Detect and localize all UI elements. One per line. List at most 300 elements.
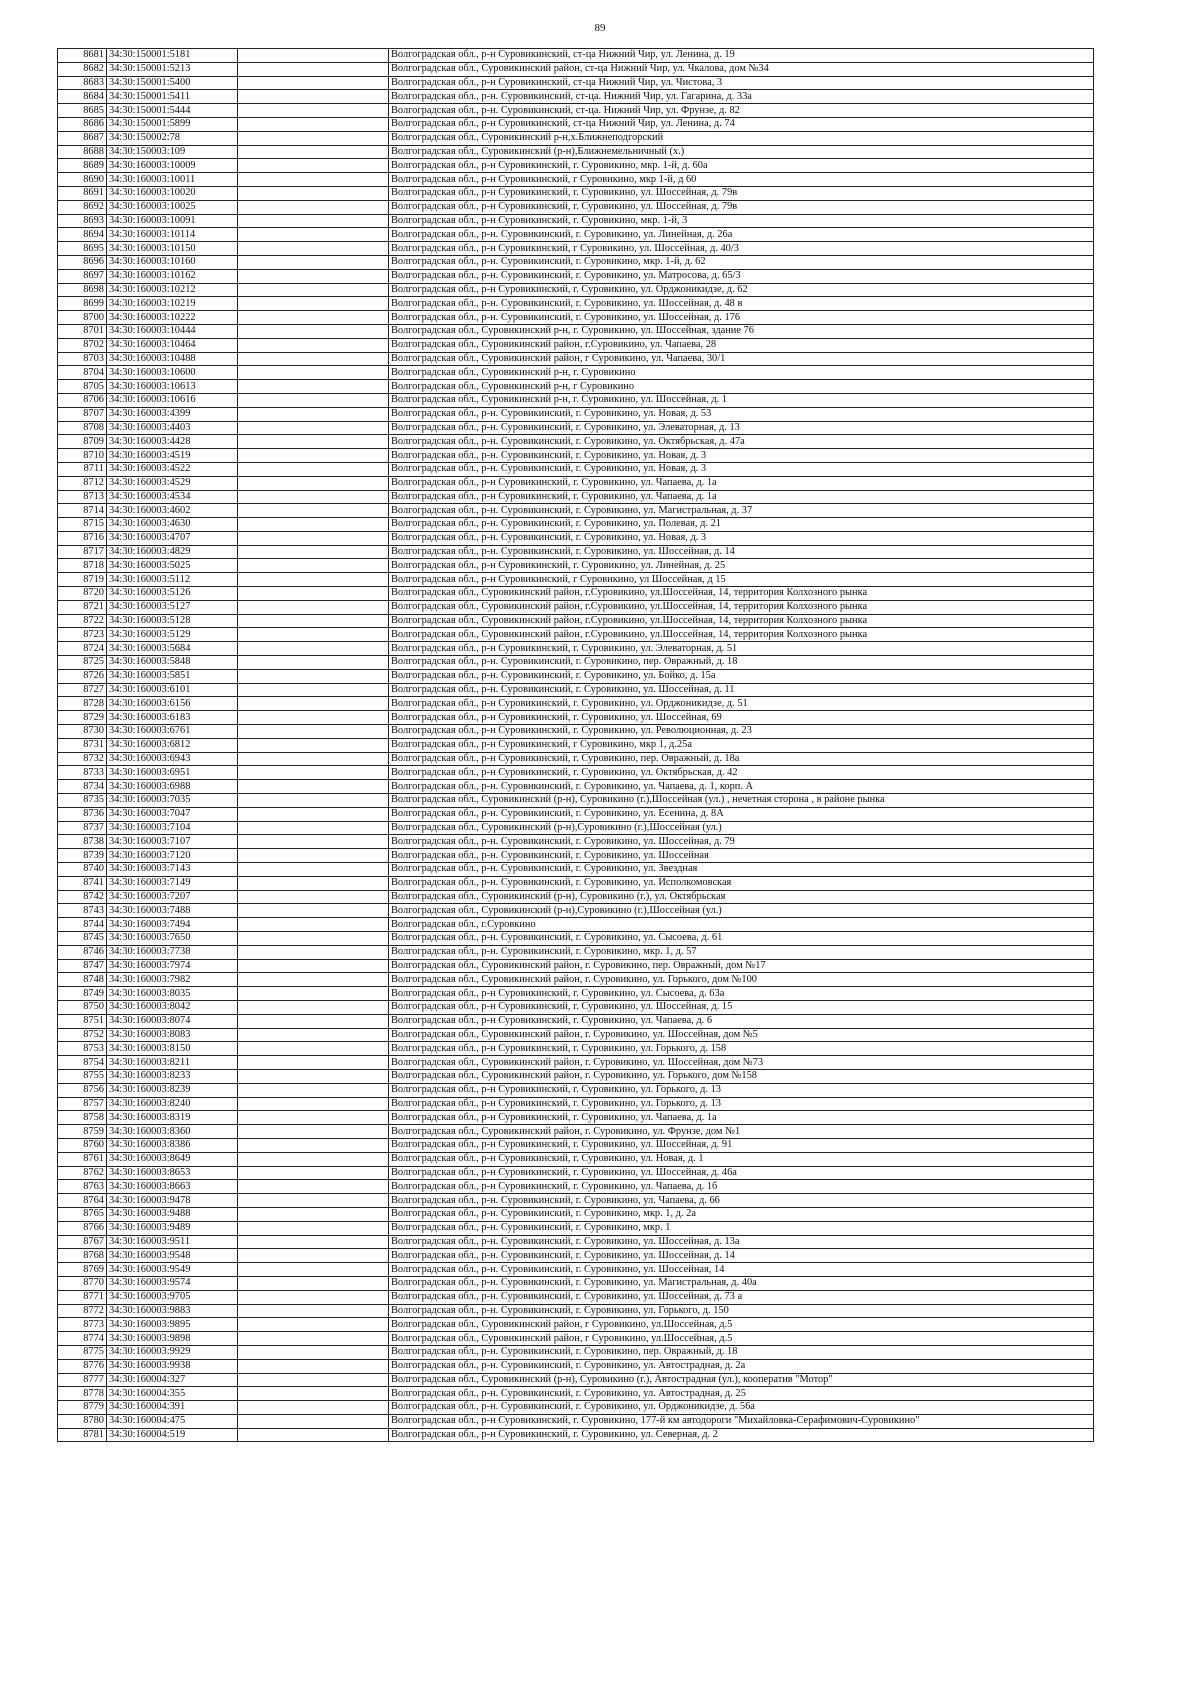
empty-cell — [238, 1263, 389, 1277]
empty-cell — [238, 807, 389, 821]
empty-cell — [238, 1401, 389, 1415]
cadastral-number-cell: 34:30:160003:9898 — [107, 1332, 238, 1346]
empty-cell — [238, 683, 389, 697]
empty-cell — [238, 297, 389, 311]
address-cell: Волгоградская обл., р-н. Суровикинский, ст-ца. Нижний Чир, ул. Фрунзе, д. 82 — [389, 104, 1094, 118]
cadastral-number-cell: 34:30:160003:7120 — [107, 849, 238, 863]
address-cell: Волгоградская обл., р-н Суровикинский, г. Суровикино, ул. Элеваторная, д. 51 — [389, 642, 1094, 656]
address-cell: Волгоградская обл., р-н Суровикинский, г Суровикино, ул. Шоссейная, д. 40/3 — [389, 242, 1094, 256]
empty-cell — [238, 1414, 389, 1428]
table-row — [58, 1414, 1094, 1428]
address-cell: Волгоградская обл., р-н Суровикинский, г. Суровикино, ул. Октябрьская, д. 42 — [389, 766, 1094, 780]
row-number-cell: 8737 — [58, 821, 107, 835]
cadastral-number-cell: 34:30:160003:7650 — [107, 932, 238, 946]
row-number-cell: 8778 — [58, 1387, 107, 1401]
empty-cell — [238, 1152, 389, 1166]
table-row — [58, 945, 1094, 959]
row-number-cell: 8749 — [58, 987, 107, 1001]
page-number: 89 — [594, 22, 606, 34]
empty-cell — [238, 62, 389, 76]
table-row — [58, 1207, 1094, 1221]
address-cell: Волгоградская обл., р-н. Суровикинский, г. Суровикино, мкр. 1-й, д. 62 — [389, 255, 1094, 269]
address-cell: Волгоградская обл., р-н Суровикинский, г. Суровикино, пер. Овражный, д. 18а — [389, 752, 1094, 766]
row-number-cell: 8684 — [58, 90, 107, 104]
empty-cell — [238, 959, 389, 973]
empty-cell — [238, 366, 389, 380]
address-cell: Волгоградская обл., Суровикинский район, г. Суровикино, ул. Горького, дом №100 — [389, 973, 1094, 987]
cadastral-number-cell: 34:30:160003:9548 — [107, 1249, 238, 1263]
row-number-cell: 8708 — [58, 421, 107, 435]
address-cell: Волгоградская обл., Суровикинский (р-н),Суровикино (г.),Шоссейная (ул.) — [389, 821, 1094, 835]
row-number-cell: 8705 — [58, 380, 107, 394]
table-row — [58, 642, 1094, 656]
address-cell: Волгоградская обл., р-н Суровикинский, г. Суровикино, ул. Революционная, д. 23 — [389, 725, 1094, 739]
empty-cell — [238, 76, 389, 90]
address-cell: Волгоградская обл., р-н Суровикинский, г. Суровикино, ул. Шоссейная, д. 79в — [389, 200, 1094, 214]
empty-cell — [238, 380, 389, 394]
row-number-cell: 8729 — [58, 711, 107, 725]
row-number-cell: 8695 — [58, 242, 107, 256]
table-row — [58, 531, 1094, 545]
address-cell: Волгоградская обл., р-н. Суровикинский, г. Суровикино, мкр. 1, д. 2а — [389, 1207, 1094, 1221]
address-cell: Волгоградская обл., р-н. Суровикинский, г. Суровикино, ул. Автострадная, д. 25 — [389, 1387, 1094, 1401]
cadastral-number-cell: 34:30:160003:10020 — [107, 186, 238, 200]
empty-cell — [238, 1180, 389, 1194]
cadastral-number-cell: 34:30:160003:7738 — [107, 945, 238, 959]
address-cell: Волгоградская обл., р-н. Суровикинский, г. Суровикино, пер. Овражный, д. 18 — [389, 1345, 1094, 1359]
address-cell: Волгоградская обл., р-н. Суровикинский, г. Суровикино, ул. Новая, д. 53 — [389, 407, 1094, 421]
table-row — [58, 49, 1094, 63]
empty-cell — [238, 766, 389, 780]
row-number-cell: 8716 — [58, 531, 107, 545]
empty-cell — [238, 449, 389, 463]
empty-cell — [238, 711, 389, 725]
row-number-cell: 8727 — [58, 683, 107, 697]
empty-cell — [238, 1235, 389, 1249]
empty-cell — [238, 642, 389, 656]
cadastral-number-cell: 34:30:160004:519 — [107, 1428, 238, 1442]
table-row — [58, 918, 1094, 932]
row-number-cell: 8776 — [58, 1359, 107, 1373]
cadastral-number-cell: 34:30:160003:6761 — [107, 725, 238, 739]
table-row — [58, 573, 1094, 587]
row-number-cell: 8733 — [58, 766, 107, 780]
address-cell: Волгоградская обл., р-н. Суровикинский, г. Суровикино, ул. Шоссейная, д. 11 — [389, 683, 1094, 697]
cadastral-number-cell: 34:30:160004:391 — [107, 1401, 238, 1415]
cadastral-number-cell: 34:30:160004:355 — [107, 1387, 238, 1401]
row-number-cell: 8707 — [58, 407, 107, 421]
address-cell: Волгоградская обл., р-н Суровикинский, г. Суровикино, ул. Горького, д. 158 — [389, 1042, 1094, 1056]
empty-cell — [238, 352, 389, 366]
address-cell: Волгоградская обл., р-н Суровикинский, г. Суровикино, ул. Орджоникидзе, д. 51 — [389, 697, 1094, 711]
cadastral-number-cell: 34:30:160003:9478 — [107, 1194, 238, 1208]
empty-cell — [238, 1276, 389, 1290]
table-row — [58, 1152, 1094, 1166]
row-number-cell: 8780 — [58, 1414, 107, 1428]
empty-cell — [238, 573, 389, 587]
cadastral-number-cell: 34:30:160003:4399 — [107, 407, 238, 421]
cadastral-number-cell: 34:30:160003:5025 — [107, 559, 238, 573]
address-cell: Волгоградская обл., Суровикинский р-н,х.Ближнеподгорский — [389, 131, 1094, 145]
table-row — [58, 1014, 1094, 1028]
row-number-cell: 8694 — [58, 228, 107, 242]
table-row — [58, 324, 1094, 338]
address-cell: Волгоградская обл., р-н. Суровикинский, г. Суровикино, ул. Матросова, д. 65/3 — [389, 269, 1094, 283]
table-row — [58, 1345, 1094, 1359]
row-number-cell: 8721 — [58, 600, 107, 614]
table-row — [58, 1042, 1094, 1056]
cadastral-number-cell: 34:30:160003:10114 — [107, 228, 238, 242]
empty-cell — [238, 159, 389, 173]
address-cell: Волгоградская обл., р-н Суровикинский, г. Суровикино, 177-й км автодороги "Михайловка-Серафимович-Суровикино" — [389, 1414, 1094, 1428]
address-cell: Волгоградская обл., р-н Суровикинский, г. Суровикино, ул. Шоссейная, д. 15 — [389, 1000, 1094, 1014]
row-number-cell: 8744 — [58, 918, 107, 932]
address-cell: Волгоградская обл., Суровикинский (р-н), Суровикино (г.), ул. Октябрьская — [389, 890, 1094, 904]
address-cell: Волгоградская обл., Суровикинский район, г. Суровикино, ул. Шоссейная, дом №73 — [389, 1056, 1094, 1070]
address-cell: Волгоградская обл., р-н. Суровикинский, г. Суровикино, ул. Шоссейная, д. 79 — [389, 835, 1094, 849]
empty-cell — [238, 131, 389, 145]
row-number-cell: 8736 — [58, 807, 107, 821]
empty-cell — [238, 255, 389, 269]
address-cell: Волгоградская обл., р-н. Суровикинский, г. Суровикино, ул. Новая, д. 3 — [389, 449, 1094, 463]
row-number-cell: 8710 — [58, 449, 107, 463]
address-cell: Волгоградская обл., Суровикинский (р-н),Ближнемельничный (х.) — [389, 145, 1094, 159]
table-row — [58, 1097, 1094, 1111]
empty-cell — [238, 1221, 389, 1235]
row-number-cell: 8771 — [58, 1290, 107, 1304]
empty-cell — [238, 863, 389, 877]
cadastral-number-cell: 34:30:160003:7047 — [107, 807, 238, 821]
row-number-cell: 8723 — [58, 628, 107, 642]
row-number-cell: 8761 — [58, 1152, 107, 1166]
row-number-cell: 8706 — [58, 393, 107, 407]
row-number-cell: 8777 — [58, 1373, 107, 1387]
empty-cell — [238, 476, 389, 490]
cadastral-number-cell: 34:30:160003:6156 — [107, 697, 238, 711]
address-cell: Волгоградская обл., р-н Суровикинский, г. Суровикино, ул. Чапаева, д. 6 — [389, 1014, 1094, 1028]
row-number-cell: 8748 — [58, 973, 107, 987]
address-cell: Волгоградская обл., р-н. Суровикинский, г. Суровикино, ул. Звездная — [389, 863, 1094, 877]
row-number-cell: 8767 — [58, 1235, 107, 1249]
table-row — [58, 794, 1094, 808]
cadastral-number-cell: 34:30:160003:8042 — [107, 1000, 238, 1014]
empty-cell — [238, 1028, 389, 1042]
row-number-cell: 8711 — [58, 462, 107, 476]
empty-cell — [238, 545, 389, 559]
empty-cell — [238, 987, 389, 1001]
address-cell: Волгоградская обл., Суровикинский р-н, г. Суровикино — [389, 366, 1094, 380]
empty-cell — [238, 945, 389, 959]
table-row — [58, 1125, 1094, 1139]
cadastral-number-cell: 34:30:160003:8074 — [107, 1014, 238, 1028]
address-cell: Волгоградская обл., р-н Суровикинский, г Суровикино, мкр 1, д.25а — [389, 738, 1094, 752]
empty-cell — [238, 904, 389, 918]
table-row — [58, 449, 1094, 463]
empty-cell — [238, 1249, 389, 1263]
address-cell: Волгоградская обл., р-н Суровикинский, г. Суровикино, ул. Шоссейная, д. 79в — [389, 186, 1094, 200]
address-cell: Волгоградская обл., р-н. Суровикинский, г. Суровикино, ул. Есенина, д. 8А — [389, 807, 1094, 821]
table-row — [58, 255, 1094, 269]
empty-cell — [238, 973, 389, 987]
address-cell: Волгоградская обл., Суровикинский район, г.Суровикино, ул.Шоссейная, 14, территория Колхозного рынка — [389, 628, 1094, 642]
cadastral-number-cell: 34:30:160003:10488 — [107, 352, 238, 366]
row-number-cell: 8770 — [58, 1276, 107, 1290]
table-row — [58, 90, 1094, 104]
address-cell: Волгоградская обл., Суровикинский район, г. Суровикино, ул. Шоссейная, дом №5 — [389, 1028, 1094, 1042]
table-row — [58, 1304, 1094, 1318]
address-cell: Волгоградская обл., р-н Суровикинский, г. Суровикино, ул. Новая, д. 1 — [389, 1152, 1094, 1166]
cadastral-number-cell: 34:30:160003:10091 — [107, 214, 238, 228]
cadastral-number-cell: 34:30:160003:9705 — [107, 1290, 238, 1304]
table-row — [58, 1235, 1094, 1249]
address-cell: Волгоградская обл., Суровикинский район, г.Суровикино, ул.Шоссейная, 14, территория Колхозного рынка — [389, 587, 1094, 601]
row-number-cell: 8688 — [58, 145, 107, 159]
row-number-cell: 8703 — [58, 352, 107, 366]
address-cell: Волгоградская обл., р-н Суровикинский, г. Суровикино, мкр. 1-й, д. 60а — [389, 159, 1094, 173]
row-number-cell: 8692 — [58, 200, 107, 214]
cadastral-number-cell: 34:30:160003:8386 — [107, 1138, 238, 1152]
address-cell: Волгоградская обл., Суровикинский район, ст-ца Нижний Чир, ул. Чкалова, дом №34 — [389, 62, 1094, 76]
empty-cell — [238, 421, 389, 435]
empty-cell — [238, 794, 389, 808]
address-cell: Волгоградская обл., р-н Суровикинский, ст-ца Нижний Чир, ул. Ленина, д. 74 — [389, 117, 1094, 131]
row-number-cell: 8691 — [58, 186, 107, 200]
address-cell: Волгоградская обл., Суровикинский р-н, г Суровикино — [389, 380, 1094, 394]
row-number-cell: 8774 — [58, 1332, 107, 1346]
cadastral-number-cell: 34:30:150003:109 — [107, 145, 238, 159]
table-row — [58, 1000, 1094, 1014]
cadastral-number-cell: 34:30:160003:6988 — [107, 780, 238, 794]
table-row — [58, 697, 1094, 711]
address-cell: Волгоградская обл., Суровикинский район, г Суровикино, ул. Чапаева, 30/1 — [389, 352, 1094, 366]
empty-cell — [238, 145, 389, 159]
empty-cell — [238, 393, 389, 407]
cadastral-number-cell: 34:30:160003:5129 — [107, 628, 238, 642]
address-cell: Волгоградская обл., Суровикинский район, г.Суровикино, ул.Шоссейная, 14, территория Колхозного рынка — [389, 600, 1094, 614]
row-number-cell: 8682 — [58, 62, 107, 76]
cadastral-number-cell: 34:30:150001:5181 — [107, 49, 238, 63]
registry-table — [57, 48, 1094, 1442]
row-number-cell: 8696 — [58, 255, 107, 269]
row-number-cell: 8718 — [58, 559, 107, 573]
row-number-cell: 8757 — [58, 1097, 107, 1111]
empty-cell — [238, 849, 389, 863]
row-number-cell: 8702 — [58, 338, 107, 352]
cadastral-number-cell: 34:30:160003:10219 — [107, 297, 238, 311]
empty-cell — [238, 1318, 389, 1332]
cadastral-number-cell: 34:30:160003:9488 — [107, 1207, 238, 1221]
row-number-cell: 8742 — [58, 890, 107, 904]
table-row — [58, 476, 1094, 490]
empty-cell — [238, 186, 389, 200]
row-number-cell: 8732 — [58, 752, 107, 766]
address-cell: Волгоградская обл., р-н. Суровикинский, г. Суровикино, мкр. 1, д. 57 — [389, 945, 1094, 959]
empty-cell — [238, 669, 389, 683]
cadastral-number-cell: 34:30:160003:10613 — [107, 380, 238, 394]
row-number-cell: 8763 — [58, 1180, 107, 1194]
cadastral-number-cell: 34:30:160003:6812 — [107, 738, 238, 752]
table-row — [58, 1056, 1094, 1070]
table-row — [58, 393, 1094, 407]
empty-cell — [238, 1097, 389, 1111]
table-row — [58, 131, 1094, 145]
empty-cell — [238, 1042, 389, 1056]
table-row — [58, 1387, 1094, 1401]
address-cell: Волгоградская обл., Суровикинский район, г. Суровикино, ул. Фрунзе, дом №1 — [389, 1125, 1094, 1139]
address-cell: Волгоградская обл., р-н Суровикинский, г. Суровикино, ул. Чапаева, д. 1б — [389, 1180, 1094, 1194]
cadastral-number-cell: 34:30:160003:8083 — [107, 1028, 238, 1042]
table-row — [58, 614, 1094, 628]
table-row — [58, 1083, 1094, 1097]
row-number-cell: 8690 — [58, 173, 107, 187]
table-row — [58, 973, 1094, 987]
cadastral-number-cell: 34:30:160003:10222 — [107, 311, 238, 325]
address-cell: Волгоградская обл., р-н. Суровикинский, г. Суровикино, ул. Шоссейная — [389, 849, 1094, 863]
empty-cell — [238, 324, 389, 338]
table-row — [58, 352, 1094, 366]
cadastral-number-cell: 34:30:160003:4519 — [107, 449, 238, 463]
cadastral-number-cell: 34:30:160003:4529 — [107, 476, 238, 490]
empty-cell — [238, 173, 389, 187]
cadastral-number-cell: 34:30:160003:10444 — [107, 324, 238, 338]
row-number-cell: 8731 — [58, 738, 107, 752]
cadastral-number-cell: 34:30:160003:7143 — [107, 863, 238, 877]
address-cell: Волгоградская обл., р-н. Суровикинский, г. Суровикино, ул. Автострадная, д. 2а — [389, 1359, 1094, 1373]
cadastral-number-cell: 34:30:160003:7107 — [107, 835, 238, 849]
table-row — [58, 821, 1094, 835]
cadastral-number-cell: 34:30:160003:9511 — [107, 1235, 238, 1249]
table-row — [58, 752, 1094, 766]
address-cell: Волгоградская обл., р-н. Суровикинский, г. Суровикино, ул. Горького, д. 150 — [389, 1304, 1094, 1318]
empty-cell — [238, 876, 389, 890]
cadastral-number-cell: 34:30:160003:5851 — [107, 669, 238, 683]
table-row — [58, 117, 1094, 131]
cadastral-number-cell: 34:30:160003:8360 — [107, 1125, 238, 1139]
row-number-cell: 8730 — [58, 725, 107, 739]
address-cell: Волгоградская обл., р-н Суровикинский, г. Суровикино, ул. Северная, д. 2 — [389, 1428, 1094, 1442]
cadastral-number-cell: 34:30:160003:7149 — [107, 876, 238, 890]
address-cell: Волгоградская обл., р-н. Суровикинский, г. Суровикино, ул. Бойко, д. 15а — [389, 669, 1094, 683]
address-cell: Волгоградская обл., р-н Суровикинский, г Суровикино, ул Шоссейная, д 15 — [389, 573, 1094, 587]
table-row — [58, 504, 1094, 518]
empty-cell — [238, 518, 389, 532]
cadastral-number-cell: 34:30:160003:5126 — [107, 587, 238, 601]
empty-cell — [238, 738, 389, 752]
table-row — [58, 159, 1094, 173]
empty-cell — [238, 531, 389, 545]
empty-cell — [238, 1290, 389, 1304]
empty-cell — [238, 780, 389, 794]
address-cell: Волгоградская обл., Суровикинский район, г. Суровикино, ул. Горького, дом №158 — [389, 1069, 1094, 1083]
table-row — [58, 932, 1094, 946]
row-number-cell: 8759 — [58, 1125, 107, 1139]
row-number-cell: 8756 — [58, 1083, 107, 1097]
row-number-cell: 8698 — [58, 283, 107, 297]
cadastral-number-cell: 34:30:160003:7104 — [107, 821, 238, 835]
empty-cell — [238, 311, 389, 325]
row-number-cell: 8755 — [58, 1069, 107, 1083]
cadastral-number-cell: 34:30:160003:5112 — [107, 573, 238, 587]
empty-cell — [238, 1056, 389, 1070]
row-number-cell: 8701 — [58, 324, 107, 338]
row-number-cell: 8704 — [58, 366, 107, 380]
address-cell: Волгоградская обл., р-н. Суровикинский, г. Суровикино, ул. Новая, д. 3 — [389, 462, 1094, 476]
address-cell: Волгоградская обл., р-н Суровикинский, г. Суровикино, ул. Линейная, д. 25 — [389, 559, 1094, 573]
table-row — [58, 1221, 1094, 1235]
row-number-cell: 8714 — [58, 504, 107, 518]
empty-cell — [238, 835, 389, 849]
table-row — [58, 1401, 1094, 1415]
table-row — [58, 228, 1094, 242]
cadastral-number-cell: 34:30:160003:5684 — [107, 642, 238, 656]
cadastral-number-cell: 34:30:160003:6951 — [107, 766, 238, 780]
row-number-cell: 8734 — [58, 780, 107, 794]
empty-cell — [238, 725, 389, 739]
table-row — [58, 656, 1094, 670]
row-number-cell: 8683 — [58, 76, 107, 90]
row-number-cell: 8769 — [58, 1263, 107, 1277]
cadastral-number-cell: 34:30:160003:4428 — [107, 435, 238, 449]
address-cell: Волгоградская обл., р-н. Суровикинский, г. Суровикино, ул. Шоссейная, д. 176 — [389, 311, 1094, 325]
cadastral-number-cell: 34:30:160003:5127 — [107, 600, 238, 614]
cadastral-number-cell: 34:30:160003:8653 — [107, 1166, 238, 1180]
address-cell: Волгоградская обл., р-н. Суровикинский, г. Суровикино, пер. Овражный, д. 18 — [389, 656, 1094, 670]
empty-cell — [238, 890, 389, 904]
row-number-cell: 8685 — [58, 104, 107, 118]
row-number-cell: 8713 — [58, 490, 107, 504]
table-row — [58, 766, 1094, 780]
row-number-cell: 8752 — [58, 1028, 107, 1042]
table-row — [58, 876, 1094, 890]
row-number-cell: 8699 — [58, 297, 107, 311]
row-number-cell: 8717 — [58, 545, 107, 559]
address-cell: Волгоградская обл., р-н Суровикинский, г. Суровикино, ул. Чапаева, д. 1а — [389, 1111, 1094, 1125]
empty-cell — [238, 1138, 389, 1152]
cadastral-number-cell: 34:30:160003:4403 — [107, 421, 238, 435]
row-number-cell: 8738 — [58, 835, 107, 849]
table-row — [58, 462, 1094, 476]
row-number-cell: 8760 — [58, 1138, 107, 1152]
row-number-cell: 8779 — [58, 1401, 107, 1415]
table-row — [58, 587, 1094, 601]
cadastral-number-cell: 34:30:160003:7488 — [107, 904, 238, 918]
row-number-cell: 8758 — [58, 1111, 107, 1125]
address-cell: Волгоградская обл., Суровикинский (р-н), Суровикино (г.), Автострадная (ул.), кооператив "Мотор" — [389, 1373, 1094, 1387]
cadastral-number-cell: 34:30:160003:10009 — [107, 159, 238, 173]
table-row — [58, 200, 1094, 214]
empty-cell — [238, 1194, 389, 1208]
empty-cell — [238, 1111, 389, 1125]
empty-cell — [238, 1387, 389, 1401]
cadastral-number-cell: 34:30:160003:8239 — [107, 1083, 238, 1097]
cadastral-number-cell: 34:30:160003:9895 — [107, 1318, 238, 1332]
cadastral-number-cell: 34:30:160003:4829 — [107, 545, 238, 559]
table-row — [58, 780, 1094, 794]
row-number-cell: 8681 — [58, 49, 107, 63]
table-row — [58, 1373, 1094, 1387]
address-cell: Волгоградская обл., р-н. Суровикинский, г. Суровикино, мкр. 1 — [389, 1221, 1094, 1235]
row-number-cell: 8746 — [58, 945, 107, 959]
row-number-cell: 8750 — [58, 1000, 107, 1014]
table-row — [58, 904, 1094, 918]
row-number-cell: 8689 — [58, 159, 107, 173]
row-number-cell: 8693 — [58, 214, 107, 228]
address-cell: Волгоградская обл., р-н. Суровикинский, г. Суровикино, ул. Магистральная, д. 37 — [389, 504, 1094, 518]
empty-cell — [238, 49, 389, 63]
empty-cell — [238, 1428, 389, 1442]
table-row — [58, 1166, 1094, 1180]
cadastral-number-cell: 34:30:160003:10011 — [107, 173, 238, 187]
